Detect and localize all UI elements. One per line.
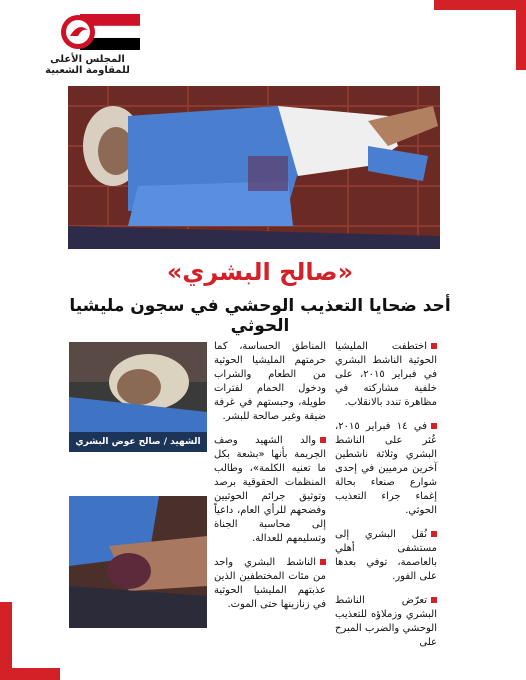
bullet-square-icon (320, 437, 326, 443)
corner-accent-top-bar (434, 0, 526, 10)
article-paragraph: اختطفت المليشيا الحوثية الناشط البشري في فبراير ٢٠١٥، على خلفية مشاركته في مظاهرة تندد بالانقلاب. (335, 341, 437, 408)
headline-subtitle: أحد ضحايا التعذيب الوحشي في سجون مليشيا الحوثي (69, 296, 451, 336)
bullet-square-icon (431, 531, 437, 537)
article-paragraph: الناشط البشري واحد من مئات المختطفين الذين عذبتهم المليشيا الحوثية في زنازينها حتى الموت. (214, 557, 326, 610)
bullet-square-icon (431, 597, 437, 603)
photo-caption: الشهيد / صالح عوض البشري (69, 432, 207, 452)
torture-marks-photo (69, 496, 207, 628)
article-column-middle (214, 340, 326, 622)
article-paragraph: نُقل البشري إلى مستشفى أهلي بالعاصمة، توفي بعدها على الفور. (335, 529, 437, 582)
article-column-right (335, 340, 437, 660)
corner-accent-left-bar (0, 602, 12, 680)
logo-text: المجلس الأعلى للمقاومة الشعبية (45, 54, 130, 76)
bullet-square-icon (431, 423, 437, 429)
bullet-square-icon (431, 343, 437, 349)
article-paragraph: المناطق الحساسة، كما حرمتهم المليشيا الحوثية من الطعام والشراب ودخول الحمام لفترات طويلة، وحبستهم في غرفة ضيقة وغير صالحة للبشر. (214, 341, 326, 422)
article-paragraph: في ١٤ فبراير ٢٠١٥، عُثر على الناشط البشري وثلاثة ناشطين آخرين مرميين في إحدى شوارع صنعاء بحالة إغماء جراء التعذيب الحوثي. (335, 421, 437, 516)
article-paragraph: والد الشهيد وصف الجريمة بأنها «بشعة بكل ما تعنيه الكلمة»، وطالب المنظمات الحقوقية برصد وتوثيق جرائم الحوثيين وفضحهم للرأي العام، داعياً إلى محاسبة الجناة وتسليمهم للعدالة. (214, 435, 326, 544)
council-logo (30, 10, 145, 74)
bullet-square-icon (320, 559, 326, 565)
corner-accent-right-bar (516, 0, 526, 70)
article-paragraph: تعرّض الناشط البشري وزملاؤه للتعذيب الوحشي والضرب المبرح على (335, 595, 437, 648)
main-photo (68, 86, 440, 249)
headline-name: «صالح البشري» (166, 258, 354, 286)
yemen-flag-emblem-icon (60, 14, 140, 50)
